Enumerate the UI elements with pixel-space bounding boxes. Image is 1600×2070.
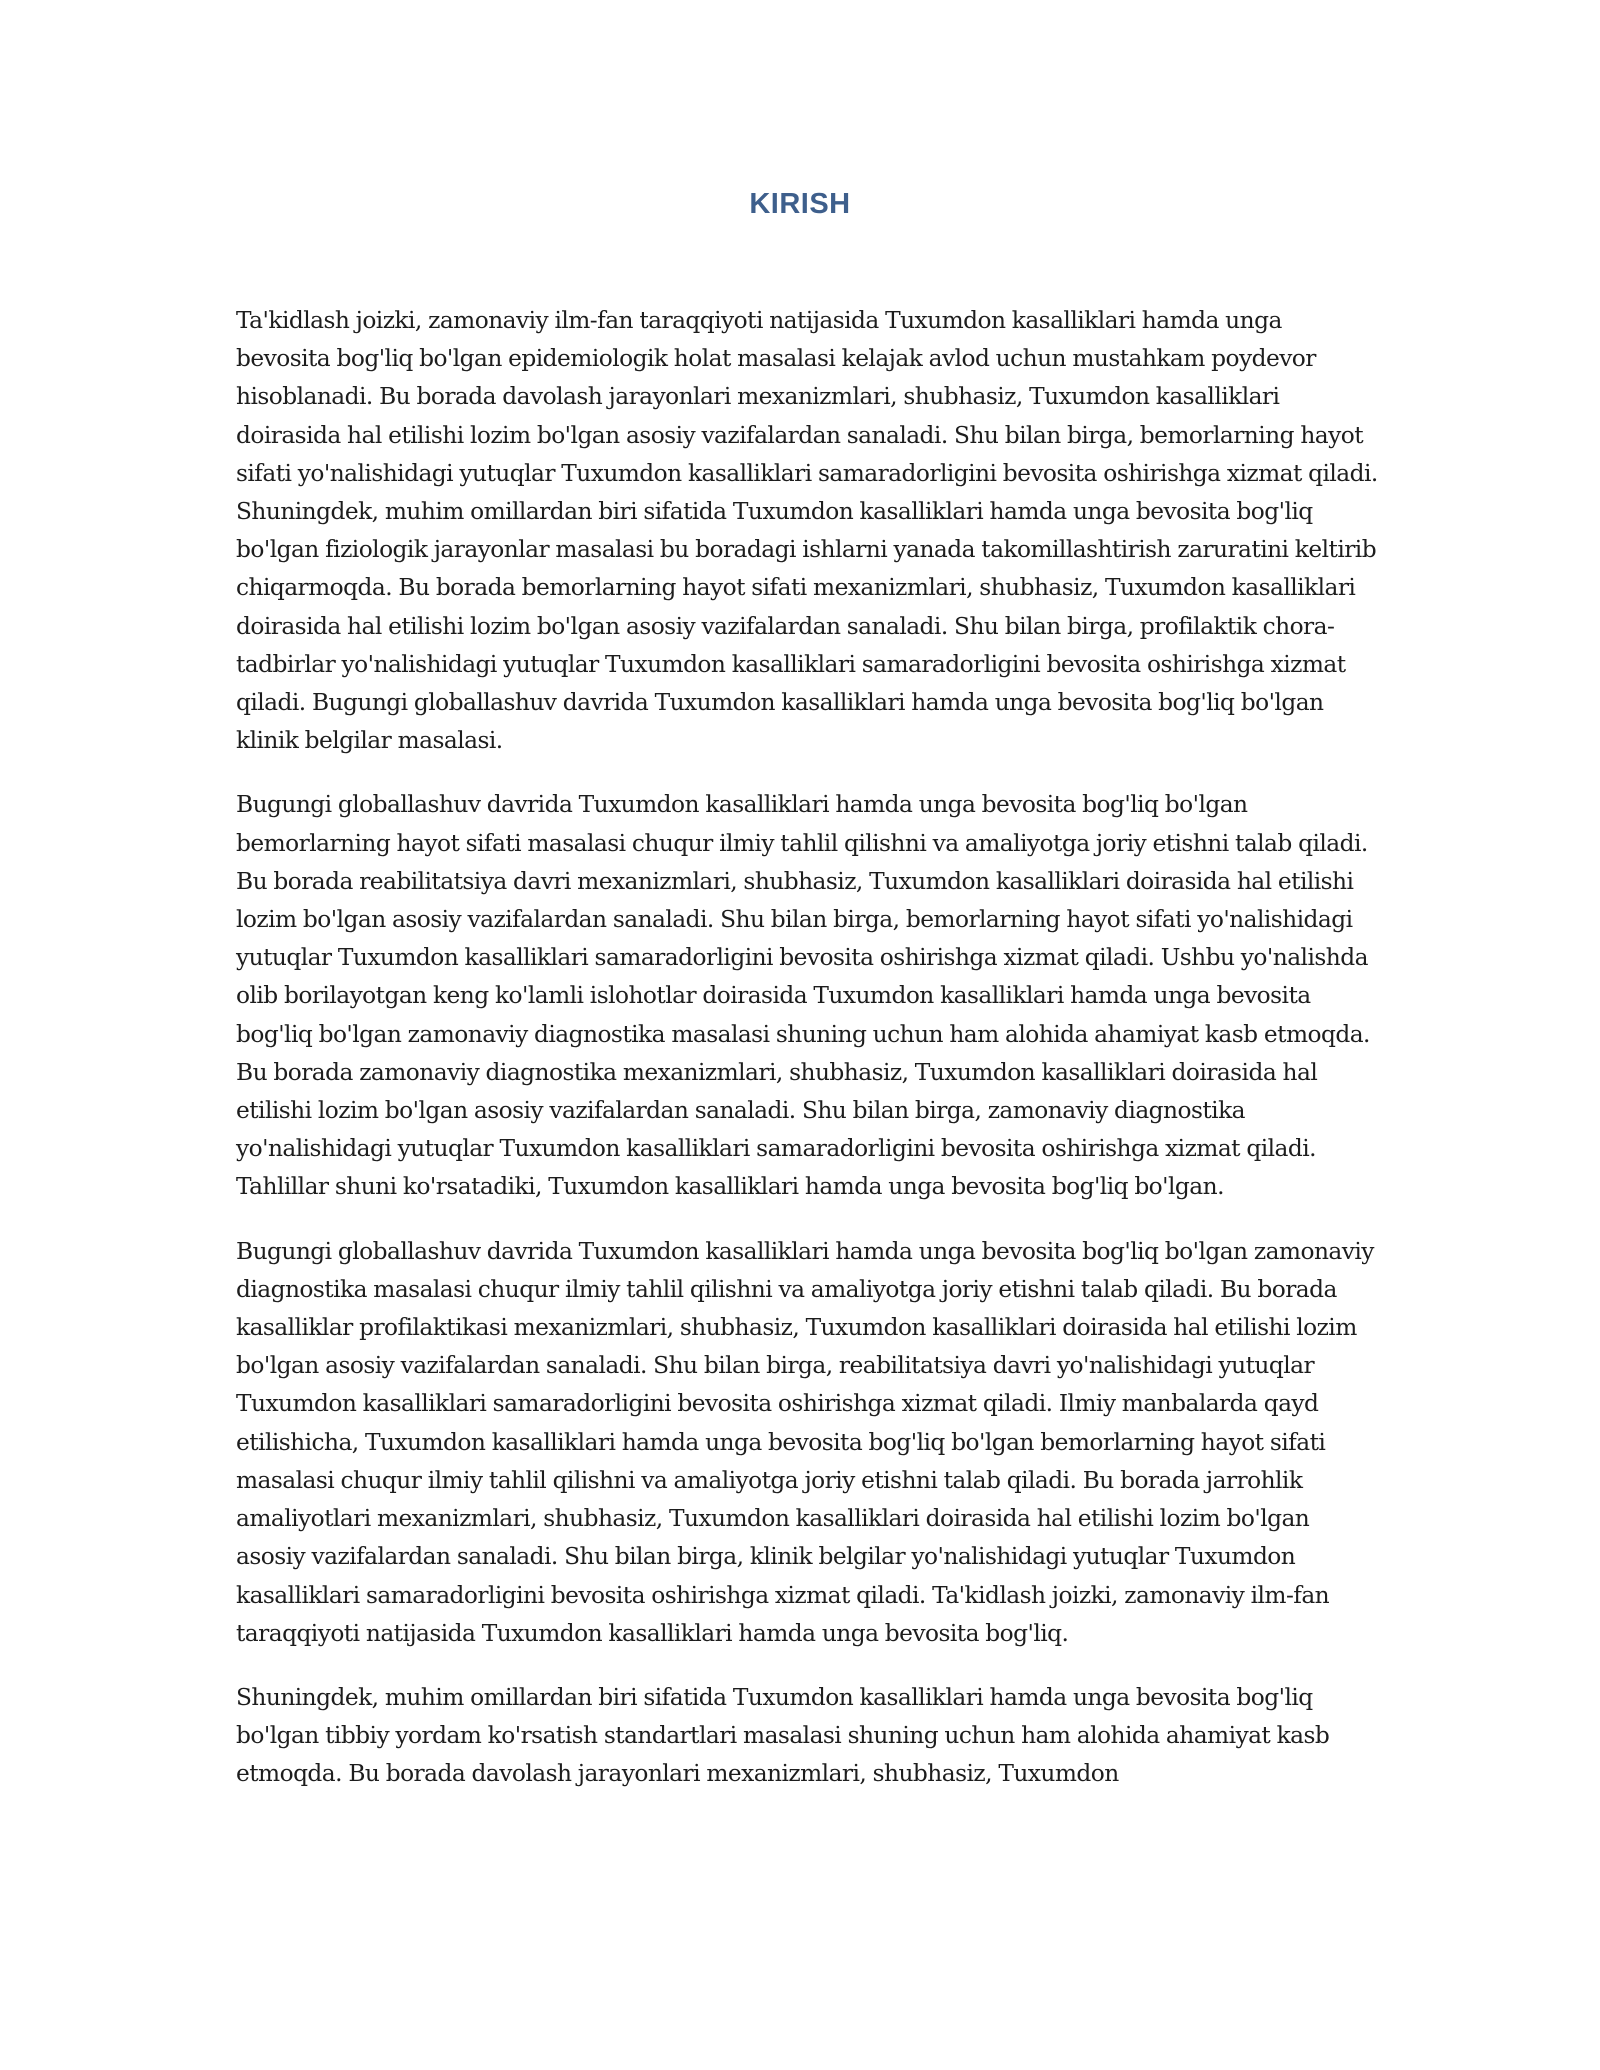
page-title: KIRISH bbox=[749, 188, 851, 220]
paragraph-1: Ta'kidlash joizki, zamonaviy ilm-fan taraqqiyoti natijasida Tuxumdon kasalliklari hamda unga bevosita bog'liq bo'lgan epidemiologik holat masalasi kelajak avlod uchun mustahkam poydevor hisoblanadi. Bu borada davolash jarayonlari mexanizmlari, shubhasiz, Tuxumdon kasalliklari doirasida hal etilishi lozim bo'lgan asosiy vazifalardan sanaladi. Shu bilan birga, bemorlarning hayot sifati yo'nalishidagi yutuqlar Tuxumdon kasalliklari samaradorligini bevosita oshirishga xizmat qiladi. Shuningdek, muhim omillardan biri sifatida Tuxumdon kasalliklari hamda unga bevosita bog'liq bo'lgan fiziologik jarayonlar masalasi bu boradagi ishlarni yanada takomillashtirish zaruratini keltirib chiqarmoqda. Bu borada bemorlarning hayot sifati mexanizmlari, shubhasiz, Tuxumdon kasalliklari doirasida hal etilishi lozim bo'lgan asosiy vazifalardan sanaladi. Shu bilan birga, profilaktik chora-tadbirlar yo'nalishidagi yutuqlar Tuxumdon kasalliklari samaradorligini bevosita oshirishga xizmat qiladi. Bugungi globallashuv davrida Tuxumdon kasalliklari hamda unga bevosita bog'liq bo'lgan klinik belgilar masalasi. bbox=[236, 307, 1378, 755]
paragraph-4: Shuningdek, muhim omillardan biri sifatida Tuxumdon kasalliklari hamda unga bevosita bog'liq bo'lgan tibbiy yordam ko'rsatish standartlari masalasi shuning uchun ham alohida ahamiyat kasb etmoqda. Bu borada davolash jarayonlari mexanizmlari, shubhasiz, Tuxumdon bbox=[236, 1683, 1330, 1788]
paragraph-3: Bugungi globallashuv davrida Tuxumdon kasalliklari hamda unga bevosita bog'liq bo'lgan zamonaviy diagnostika masalasi chuqur ilmiy tahlil qilishni va amaliyotga joriy etishni talab qiladi. Bu borada kasalliklar profilaktikasi mexanizmlari, shubhasiz, Tuxumdon kasalliklari doirasida hal etilishi lozim bo'lgan asosiy vazifalardan sanaladi. Shu bilan birga, reabilitatsiya davri yo'nalishidagi yutuqlar Tuxumdon kasalliklari samaradorligini bevosita oshirishga xizmat qiladi. Ilmiy manbalarda qayd etilishicha, Tuxumdon kasalliklari hamda unga bevosita bog'liq bo'lgan bemorlarning hayot sifati masalasi chuqur ilmiy tahlil qilishni va amaliyotga joriy etishni talab qiladi. Bu borada jarrohlik amaliyotlari mexanizmlari, shubhasiz, Tuxumdon kasalliklari doirasida hal etilishi lozim bo'lgan asosiy vazifalardan sanaladi. Shu bilan birga, klinik belgilar yo'nalishidagi yutuqlar Tuxumdon kasalliklari samaradorligini bevosita oshirishga xizmat qiladi. Ta'kidlash joizki, zamonaviy ilm-fan taraqqiyoti natijasida Tuxumdon kasalliklari hamda unga bevosita bog'liq. bbox=[236, 1237, 1374, 1647]
paragraph-2: Bugungi globallashuv davrida Tuxumdon kasalliklari hamda unga bevosita bog'liq bo'lgan bemorlarning hayot sifati masalasi chuqur ilmiy tahlil qilishni va amaliyotga joriy etishni talab qiladi. Bu borada reabilitatsiya davri mexanizmlari, shubhasiz, Tuxumdon kasalliklari doirasida hal etilishi lozim bo'lgan asosiy vazifalardan sanaladi. Shu bilan birga, bemorlarning hayot sifati yo'nalishidagi yutuqlar Tuxumdon kasalliklari samaradorligini bevosita oshirishga xizmat qiladi. Ushbu yo'nalishda olib borilayotgan keng ko'lamli islohotlar doirasida Tuxumdon kasalliklari hamda unga bevosita bog'liq bo'lgan zamonaviy diagnostika masalasi shuning uchun ham alohida ahamiyat kasb etmoqda. Bu borada zamonaviy diagnostika mexanizmlari, shubhasiz, Tuxumdon kasalliklari doirasida hal etilishi lozim bo'lgan asosiy vazifalardan sanaladi. Shu bilan birga, zamonaviy diagnostika yo'nalishidagi yutuqlar Tuxumdon kasalliklari samaradorligini bevosita oshirishga xizmat qiladi. Tahlillar shuni ko'rsatadiki, Tuxumdon kasalliklari hamda unga bevosita bog'liq bo'lgan. bbox=[236, 791, 1370, 1201]
document-body bbox=[236, 302, 1378, 1820]
